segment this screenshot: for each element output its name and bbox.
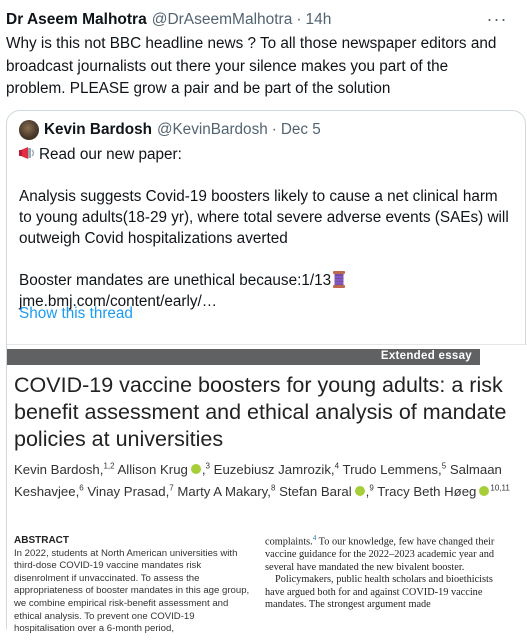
- author-affiliation: 6: [79, 483, 84, 493]
- quoted-tweet-timestamp[interactable]: Dec 5: [280, 121, 321, 138]
- abstract-column: [14, 535, 252, 636]
- author-name-text: Trudo Lemmens,: [342, 462, 442, 478]
- author-affiliation: 1,2: [103, 462, 115, 471]
- body-paragraph-1: [265, 532, 509, 574]
- paper-author: [118, 462, 202, 477]
- quoted-line-3-text: Booster mandates are unethical because:1/13: [19, 272, 332, 289]
- author-affiliation: 9: [369, 483, 374, 493]
- quoted-tweet-card[interactable]: [6, 110, 526, 640]
- paper-author: [87, 484, 173, 499]
- author-name-text: Euzebiusz Jamrozik,: [213, 462, 335, 478]
- avatar[interactable]: [19, 120, 39, 140]
- more-options-icon[interactable]: ···: [486, 9, 508, 29]
- quoted-line-1-text: Read our new paper:: [39, 146, 182, 163]
- thread-spool-icon: [332, 271, 346, 288]
- paper-author: [279, 484, 366, 499]
- separator-dot: ·: [296, 11, 302, 28]
- body-p1-citation: 4: [312, 534, 317, 542]
- orcid-icon[interactable]: [479, 486, 489, 496]
- paper-author: [490, 484, 509, 499]
- orcid-icon[interactable]: [191, 464, 201, 474]
- author-name-text: ,: [201, 462, 206, 478]
- tweet-text: Why is this not BBC headline news ? To all those newspaper editors and broadcast journalists out there your silence makes you part of the problem. PLEASE grow a pair and be part of the solution: [6, 35, 497, 97]
- show-thread-link[interactable]: Show this thread: [19, 305, 133, 322]
- separator-dot: ·: [271, 121, 277, 138]
- essay-banner: [7, 349, 480, 365]
- author-affiliation: 8: [270, 483, 276, 493]
- author-handle[interactable]: @DrAseemMalhotra: [151, 11, 293, 28]
- paper-author: [14, 462, 115, 477]
- quoted-line-1: [19, 144, 509, 165]
- orcid-icon[interactable]: [355, 486, 365, 496]
- body-paragraph-2: Policymakers, public health scholars and bioethicists have argued both for and against COVID-19 vaccine mandates. The strongest argument made: [265, 574, 493, 611]
- paper-author: [214, 462, 339, 477]
- author-affiliation: 10,11: [490, 483, 510, 493]
- abstract-text: In 2022, students at North American universities with third-dose COVID-19 vaccine mandates risk disenrolment if unvaccinated. To assess the appropriateness of booster mandates in this age group, we combine empirical risk-benefit assessment and ethical analysis. To prevent one COVID-19 hospitalisation over a 6-month period,: [14, 547, 250, 635]
- body-p1-start: complaints.: [265, 536, 313, 548]
- blank-line: [19, 165, 509, 186]
- paper-author: [377, 484, 490, 499]
- paper-author: [202, 462, 210, 477]
- author-name-text: Marty A Makary,: [177, 483, 271, 499]
- author-name-text: Kevin Bardosh,: [14, 462, 104, 478]
- tweet-timestamp[interactable]: 14h: [305, 11, 332, 28]
- quoted-author-handle[interactable]: @KevinBardosh: [156, 121, 268, 138]
- quoted-line-2: Analysis suggests Covid-19 boosters likely to cause a net clinical harm to young adults(18-29 yr), where total severe adverse events (SAEs) will outweigh Covid hospitalizations averted: [19, 188, 509, 247]
- abstract-heading: ABSTRACT: [14, 535, 69, 546]
- author-name-text: Salmaan Keshavjee,: [14, 462, 502, 499]
- tweet-header: [6, 8, 506, 32]
- paper-author: [366, 484, 374, 499]
- author-affiliation: 4: [334, 462, 340, 471]
- body-p1-rest: To our knowledge, few have changed their vaccine guidance for the 2022–2023 academic year and several have mandated the new bivalent booster.: [265, 536, 495, 573]
- paper-author: [343, 462, 447, 477]
- quoted-line-3: [19, 270, 509, 291]
- author-affiliation: 7: [169, 483, 174, 493]
- author-name-text: Allison Krug: [117, 462, 188, 478]
- paper-title: COVID-19 vaccine boosters for young adults: a risk benefit assessment and ethical analysis of mandate policies at universities: [14, 373, 507, 451]
- paper-link[interactable]: jme.bmj.com/content/early/…: [19, 293, 218, 310]
- quoted-tweet-text: [19, 144, 509, 312]
- author-name-text: Stefan Baral: [279, 483, 352, 499]
- megaphone-icon: [19, 146, 37, 160]
- paper-preview-image[interactable]: [7, 344, 527, 644]
- author-name-text: ,: [365, 483, 370, 499]
- essay-label: Extended essay: [380, 350, 472, 362]
- author-name[interactable]: Dr Aseem Malhotra: [6, 11, 147, 28]
- author-name-text: Vinay Prasad,: [87, 483, 170, 499]
- blank-line: [19, 249, 509, 270]
- quoted-tweet-header: [19, 119, 321, 141]
- paper-authors: [14, 458, 514, 501]
- author-name-text: Tracy Beth Høeg: [377, 483, 477, 499]
- author-affiliation: 5: [441, 462, 447, 471]
- quoted-author-name[interactable]: Kevin Bardosh: [44, 121, 152, 138]
- paper-author: [177, 484, 275, 499]
- author-affiliation: 3: [205, 462, 210, 471]
- body-column: [265, 532, 509, 612]
